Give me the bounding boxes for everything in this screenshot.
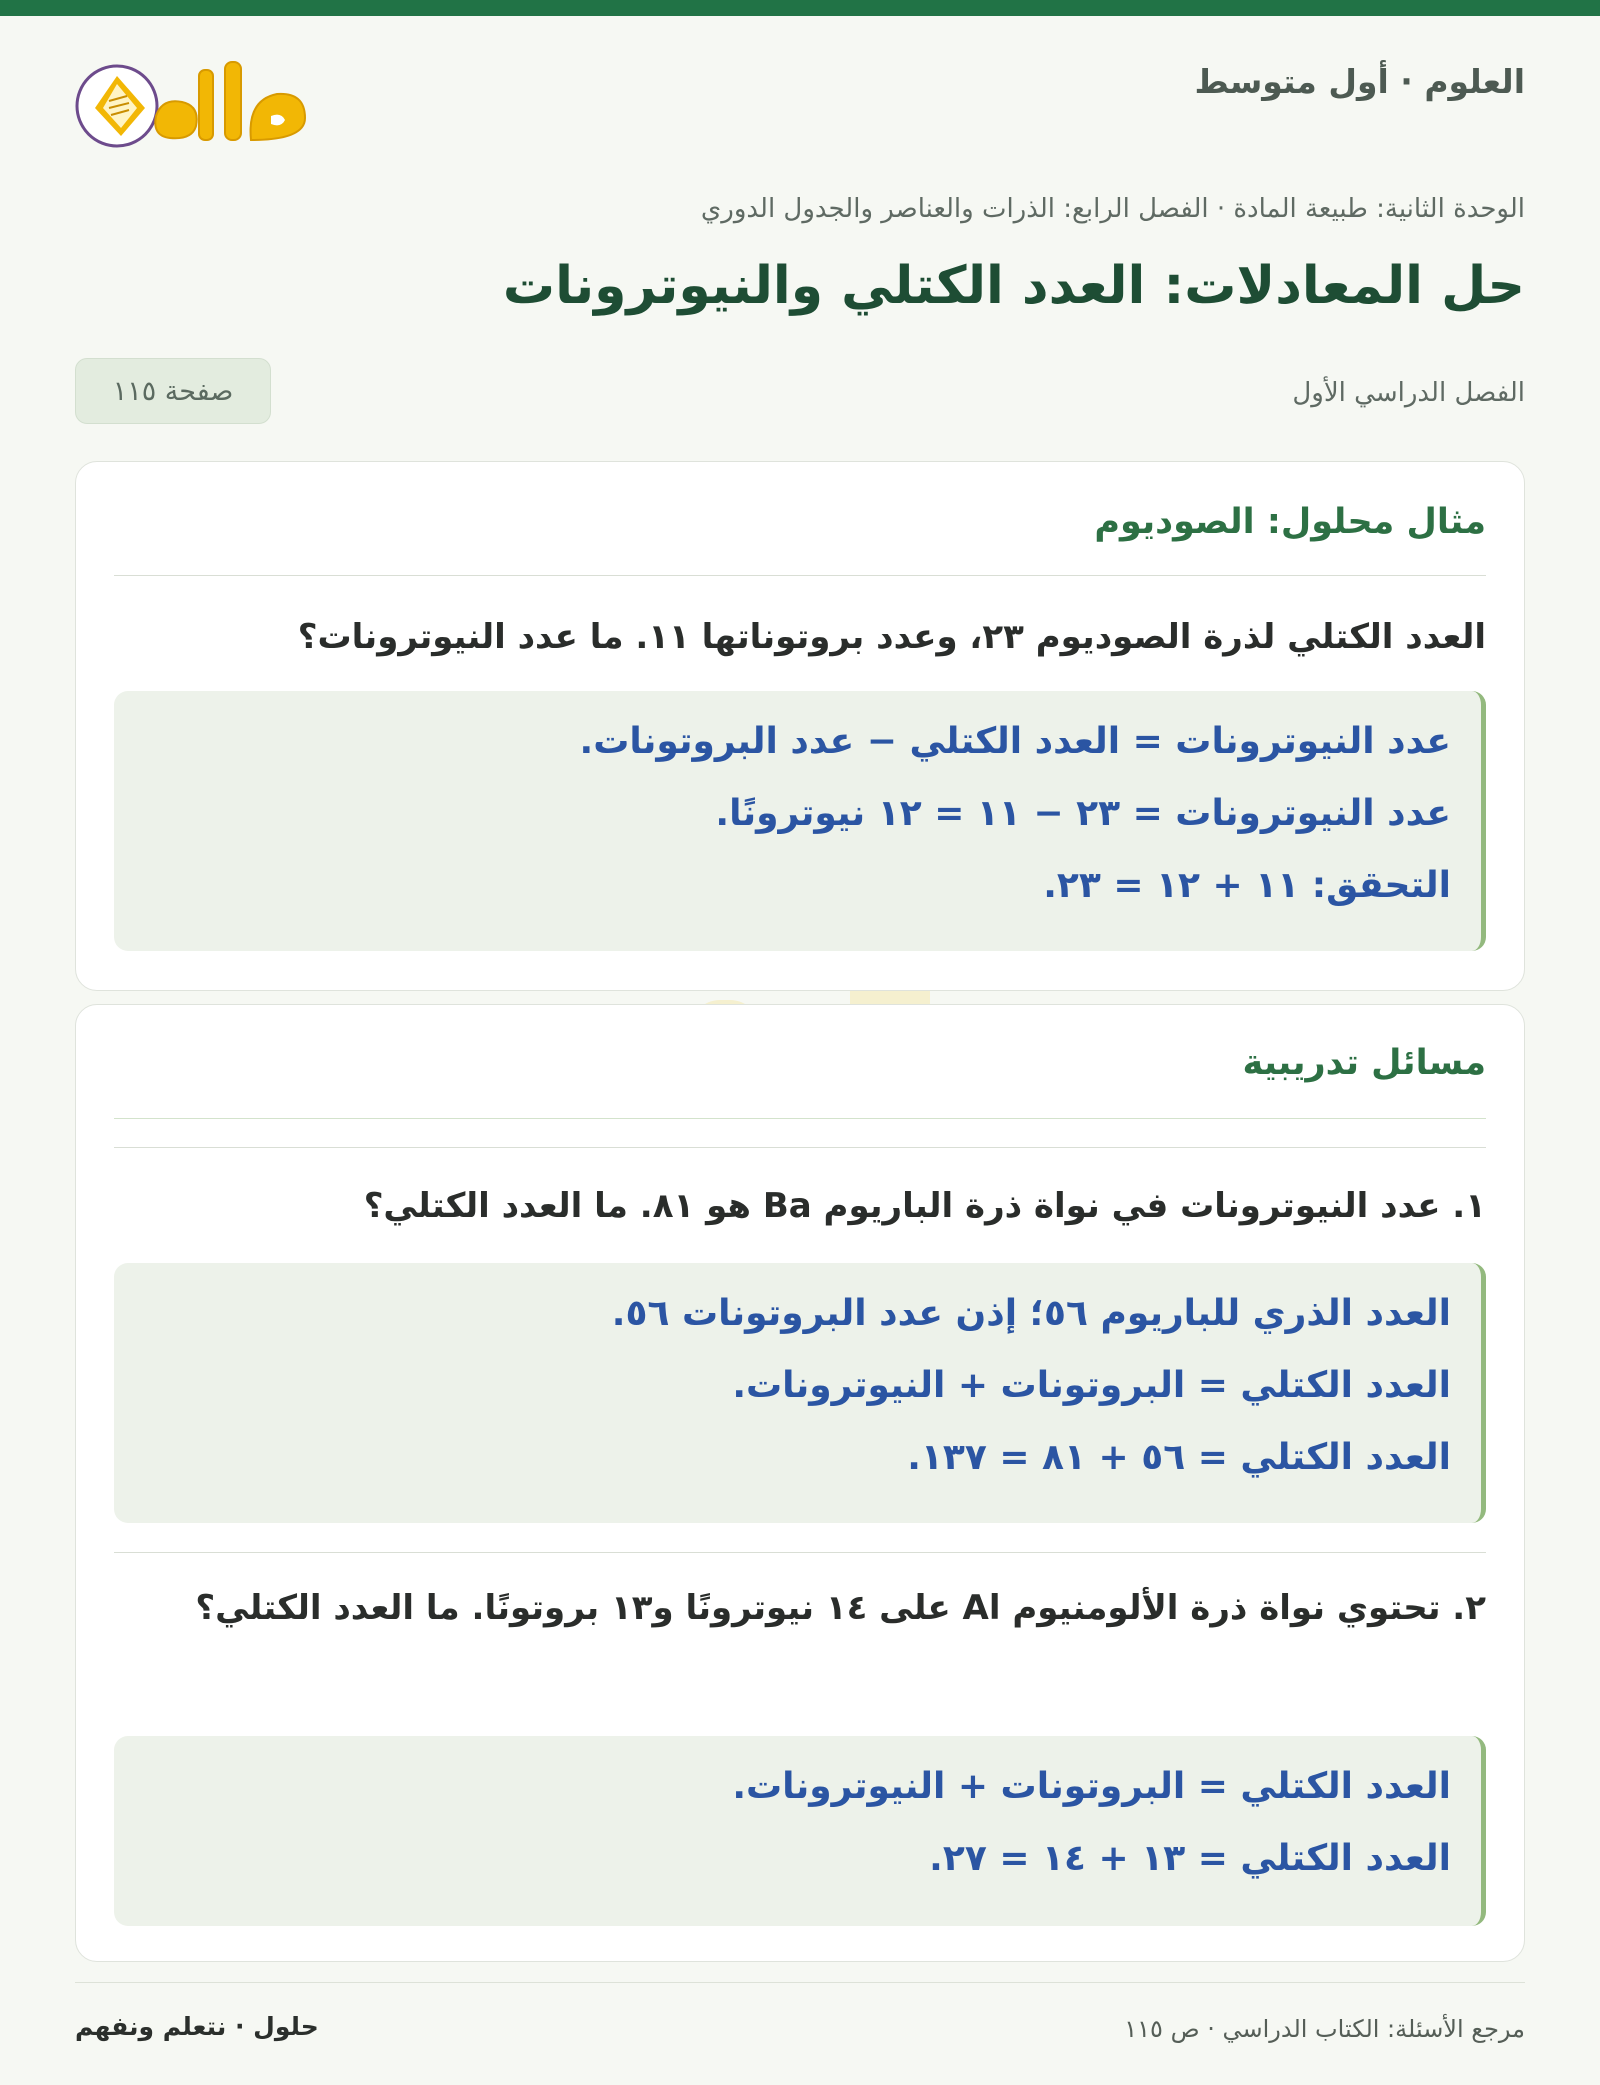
- worked-example-card: [75, 461, 1525, 991]
- answer-line: العدد الكتلي = البروتونات + النيوترونات.: [732, 1365, 1451, 1406]
- practice-heading: مسائل تدريبية: [1242, 1043, 1486, 1083]
- footer-divider: [75, 1982, 1525, 1983]
- breadcrumb: الوحدة الثانية: طبيعة المادة · الفصل الرابع: الذرات والعناصر والجدول الدوري: [700, 194, 1525, 224]
- practice-problems-card: [75, 1004, 1525, 1962]
- divider: [114, 575, 1486, 576]
- problem-2-question: ٢. تحتوي نواة ذرة الألومنيوم Al على ١٤ نيوترونًا و١٣ بروتونًا. ما العدد الكتلي؟: [195, 1588, 1486, 1628]
- example-answer-box: [114, 691, 1486, 951]
- example-heading: مثال محلول: الصوديوم: [1094, 502, 1486, 542]
- answer-line: العدد الكتلي = ١٣ + ١٤ = ٢٧.: [929, 1838, 1451, 1879]
- term-label: الفصل الدراسي الأول: [1292, 378, 1525, 408]
- divider: [114, 1118, 1486, 1119]
- logo-icon: [75, 56, 335, 156]
- logo[interactable]: [75, 56, 335, 156]
- top-accent-bar: [0, 0, 1600, 16]
- page-number-badge: صفحة ١١٥: [75, 358, 271, 424]
- problem-2-answer-box: [114, 1736, 1486, 1926]
- answer-line: عدد النيوترونات = ٢٣ − ١١ = ١٢ نيوترونًا.: [715, 793, 1451, 834]
- answer-line: العدد الذري للباريوم ٥٦؛ إذن عدد البروتونات ٥٦.: [611, 1293, 1451, 1334]
- problem-1-question: ١. عدد النيوترونات في نواة ذرة الباريوم Ba هو ٨١. ما العدد الكتلي؟: [363, 1186, 1486, 1226]
- answer-line: العدد الكتلي = ٥٦ + ٨١ = ١٣٧.: [907, 1437, 1451, 1478]
- page-title: حل المعادلات: العدد الكتلي والنيوترونات: [502, 256, 1525, 316]
- answer-line: عدد النيوترونات = العدد الكتلي − عدد البروتونات.: [579, 721, 1451, 762]
- divider: [114, 1552, 1486, 1553]
- example-question: العدد الكتلي لذرة الصوديوم ٢٣، وعدد بروتوناتها ١١. ما عدد النيوترونات؟: [297, 617, 1486, 657]
- answer-line: العدد الكتلي = البروتونات + النيوترونات.: [732, 1766, 1451, 1807]
- footer-brand: حلول · نتعلم ونفهم: [75, 2012, 319, 2041]
- problem-1-answer-box: [114, 1263, 1486, 1523]
- footer-reference: مرجع الأسئلة: الكتاب الدراسي · ص ١١٥: [1124, 2015, 1525, 2043]
- answer-line: التحقق: ١١ + ١٢ = ٢٣.: [1043, 865, 1451, 906]
- subject-label: العلوم · أول متوسط: [1194, 62, 1525, 101]
- divider: [114, 1147, 1486, 1148]
